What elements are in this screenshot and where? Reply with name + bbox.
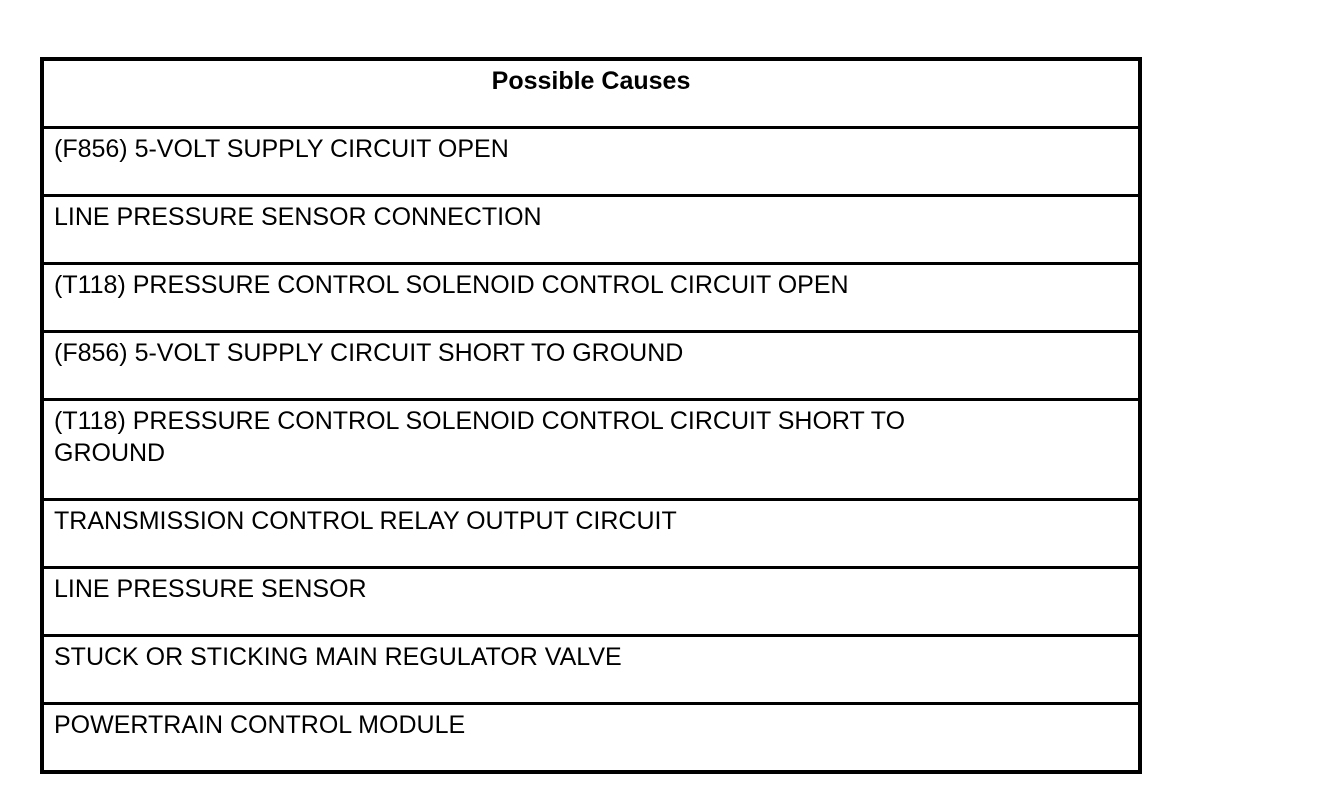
table-header-row	[42, 59, 1140, 128]
cause-cell: (F856) 5-VOLT SUPPLY CIRCUIT OPEN	[42, 128, 1140, 196]
table-row	[42, 264, 1140, 332]
cause-cell: LINE PRESSURE SENSOR CONNECTION	[42, 196, 1140, 264]
table-row	[42, 704, 1140, 773]
cause-cell: (T118) PRESSURE CONTROL SOLENOID CONTROL CIRCUIT SHORT TO GROUND	[42, 400, 1140, 500]
table-row	[42, 128, 1140, 196]
column-header-possible-causes: Possible Causes	[42, 59, 1140, 128]
table-row	[42, 196, 1140, 264]
cause-cell: TRANSMISSION CONTROL RELAY OUTPUT CIRCUIT	[42, 500, 1140, 568]
possible-causes-table	[40, 57, 1142, 774]
table-row	[42, 500, 1140, 568]
cause-cell: LINE PRESSURE SENSOR	[42, 568, 1140, 636]
table-row	[42, 636, 1140, 704]
cause-cell: (T118) PRESSURE CONTROL SOLENOID CONTROL CIRCUIT OPEN	[42, 264, 1140, 332]
table-row	[42, 568, 1140, 636]
table-row	[42, 332, 1140, 400]
cause-cell: (F856) 5-VOLT SUPPLY CIRCUIT SHORT TO GROUND	[42, 332, 1140, 400]
cause-cell: STUCK OR STICKING MAIN REGULATOR VALVE	[42, 636, 1140, 704]
table-row	[42, 400, 1140, 500]
cause-cell: POWERTRAIN CONTROL MODULE	[42, 704, 1140, 773]
